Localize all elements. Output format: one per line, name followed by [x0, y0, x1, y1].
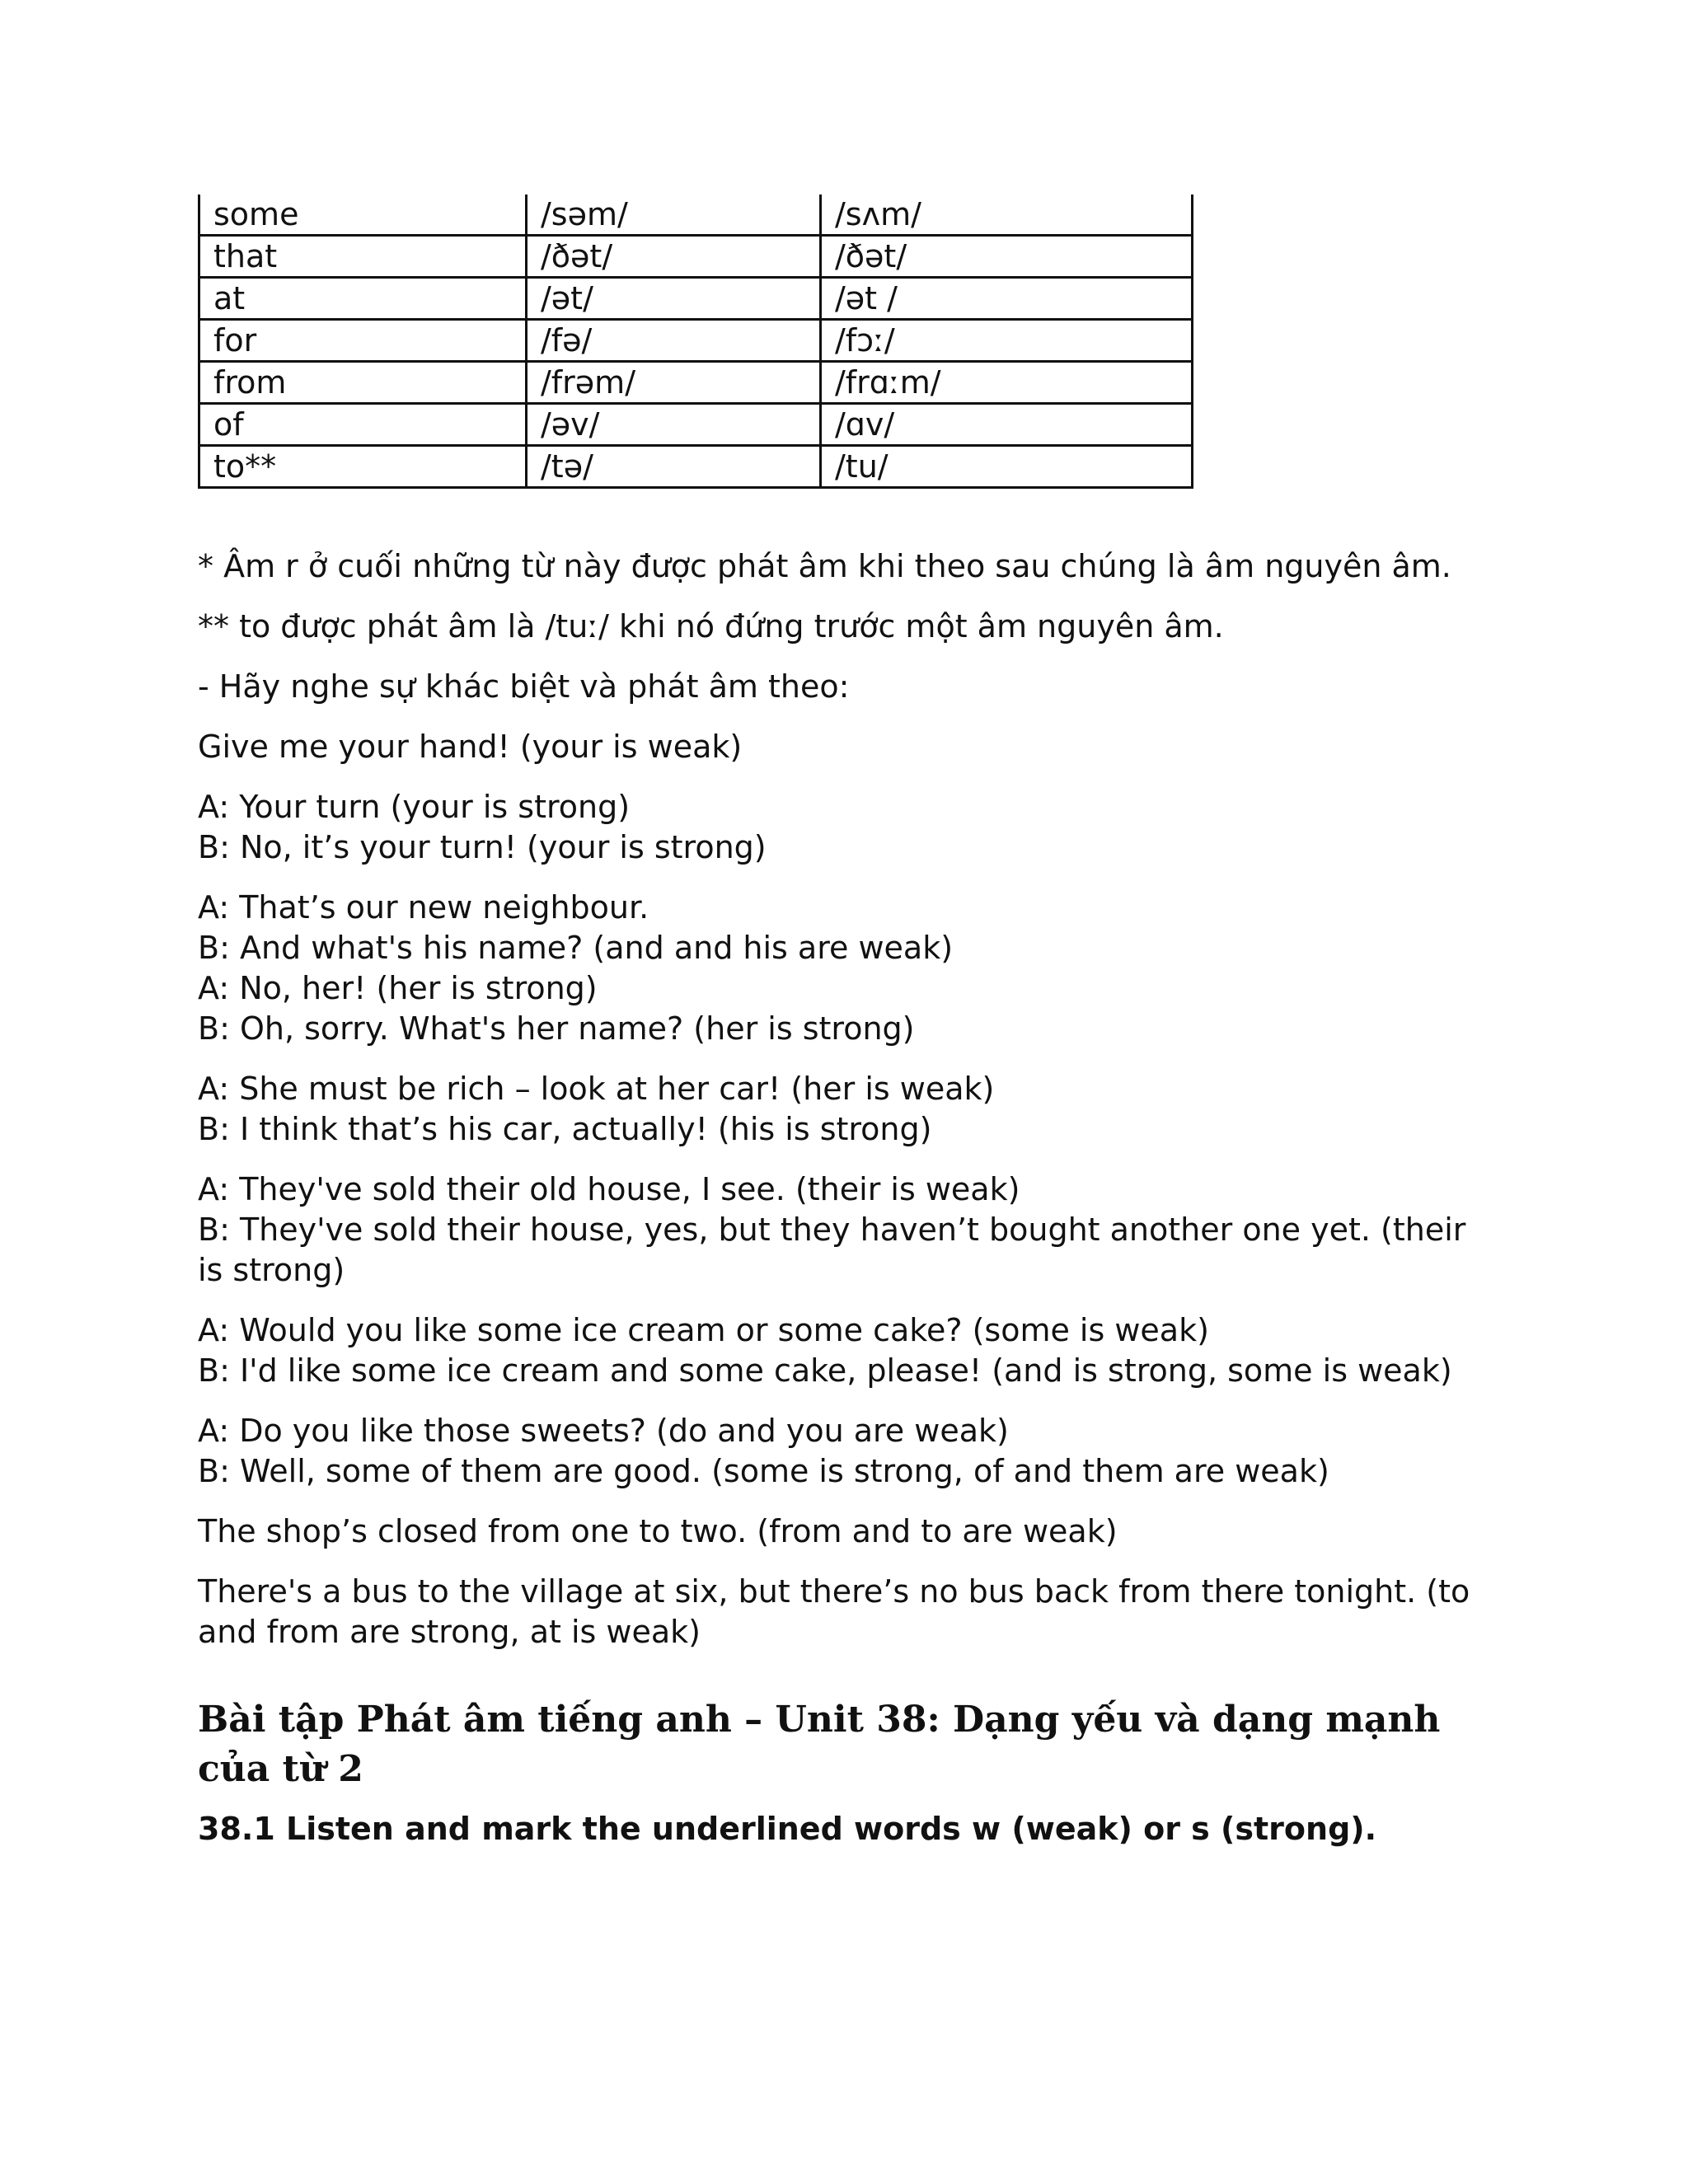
example-line: A: They've sold their old house, I see. (their is weak) [198, 1171, 1020, 1207]
pronunciation-table [198, 194, 1193, 489]
table-row [199, 236, 1193, 278]
table-cell-strong-form: /ət / [821, 278, 1193, 320]
example-block [198, 1310, 1500, 1391]
table-cell-weak-form: /fə/ [527, 320, 821, 362]
example-line: The shop’s closed from one to two. (from and to are weak) [198, 1513, 1118, 1549]
table-cell-weak-form: /səm/ [527, 194, 821, 236]
exercise-title: 38.1 Listen and mark the underlined words w (weak) or s (strong). [198, 1811, 1377, 1847]
example-line: B: They've sold their house, yes, but they haven’t bought another one yet. (their is strong) [198, 1212, 1466, 1288]
example-line: B: I'd like some ice cream and some cake, please! (and is strong, some is weak) [198, 1352, 1452, 1389]
table-cell-weak-form: /tə/ [527, 446, 821, 488]
notes-section [198, 546, 1500, 1652]
table-cell-word: of [199, 404, 527, 446]
example-line: A: No, her! (her is strong) [198, 970, 598, 1006]
table-row [199, 362, 1193, 404]
table-row [199, 446, 1193, 488]
table-cell-strong-form: /sʌm/ [821, 194, 1193, 236]
table-row [199, 320, 1193, 362]
table-cell-strong-form: /fɔː/ [821, 320, 1193, 362]
table-cell-weak-form: /ət/ [527, 278, 821, 320]
table-cell-word: some [199, 194, 527, 236]
examples-list [198, 727, 1500, 1652]
example-line: A: That’s our new neighbour. [198, 889, 649, 926]
example-block [198, 1069, 1500, 1150]
note-r-sound: * Âm r ở cuối những từ này được phát âm khi theo sau chúng là âm nguyên âm. [198, 548, 1451, 584]
example-line: A: Would you like some ice cream or some cake? (some is weak) [198, 1312, 1209, 1348]
table-cell-word: for [199, 320, 527, 362]
table-cell-weak-form: /frəm/ [527, 362, 821, 404]
example-block [198, 1572, 1500, 1652]
example-block [198, 787, 1500, 868]
example-block [198, 888, 1500, 1049]
table-cell-word: at [199, 278, 527, 320]
section-heading: Bài tập Phát âm tiếng anh – Unit 38: Dạng yếu và dạng mạnh của từ 2 [198, 1699, 1441, 1790]
instruction-text: - Hãy nghe sự khác biệt và phát âm theo: [198, 668, 850, 705]
note-to-pronunciation: ** to được phát âm là /tuː/ khi nó đứng trước một âm nguyên âm. [198, 608, 1224, 644]
example-line: A: She must be rich – look at her car! (her is weak) [198, 1071, 995, 1107]
table-cell-weak-form: /əv/ [527, 404, 821, 446]
example-line: B: No, it’s your turn! (your is strong) [198, 829, 767, 865]
example-line: Give me your hand! (your is weak) [198, 729, 743, 765]
example-line: B: Oh, sorry. What's her name? (her is strong) [198, 1010, 915, 1047]
table-cell-weak-form: /ðət/ [527, 236, 821, 278]
example-block [198, 1411, 1500, 1492]
example-line: A: Your turn (your is strong) [198, 789, 631, 825]
table-cell-strong-form: /tu/ [821, 446, 1193, 488]
example-block [198, 1169, 1500, 1291]
table-cell-word: to** [199, 446, 527, 488]
example-block [198, 727, 1500, 767]
example-block [198, 1511, 1500, 1552]
example-line: B: I think that’s his car, actually! (his is strong) [198, 1111, 932, 1147]
table-cell-strong-form: /ðət/ [821, 236, 1193, 278]
example-line: A: Do you like those sweets? (do and you are weak) [198, 1413, 1009, 1449]
example-line: B: Well, some of them are good. (some is strong, of and them are weak) [198, 1453, 1329, 1489]
example-line: B: And what's his name? (and and his are weak) [198, 930, 954, 966]
table-cell-strong-form: /frɑːm/ [821, 362, 1193, 404]
table-cell-word: from [199, 362, 527, 404]
table-cell-word: that [199, 236, 527, 278]
document-page [198, 194, 1500, 1849]
table-row [199, 404, 1193, 446]
example-line: There's a bus to the village at six, but there’s no bus back from there tonight. (to and from are strong, at is weak) [198, 1573, 1470, 1650]
table-row [199, 278, 1193, 320]
table-cell-strong-form: /ɑv/ [821, 404, 1193, 446]
table-row [199, 194, 1193, 236]
